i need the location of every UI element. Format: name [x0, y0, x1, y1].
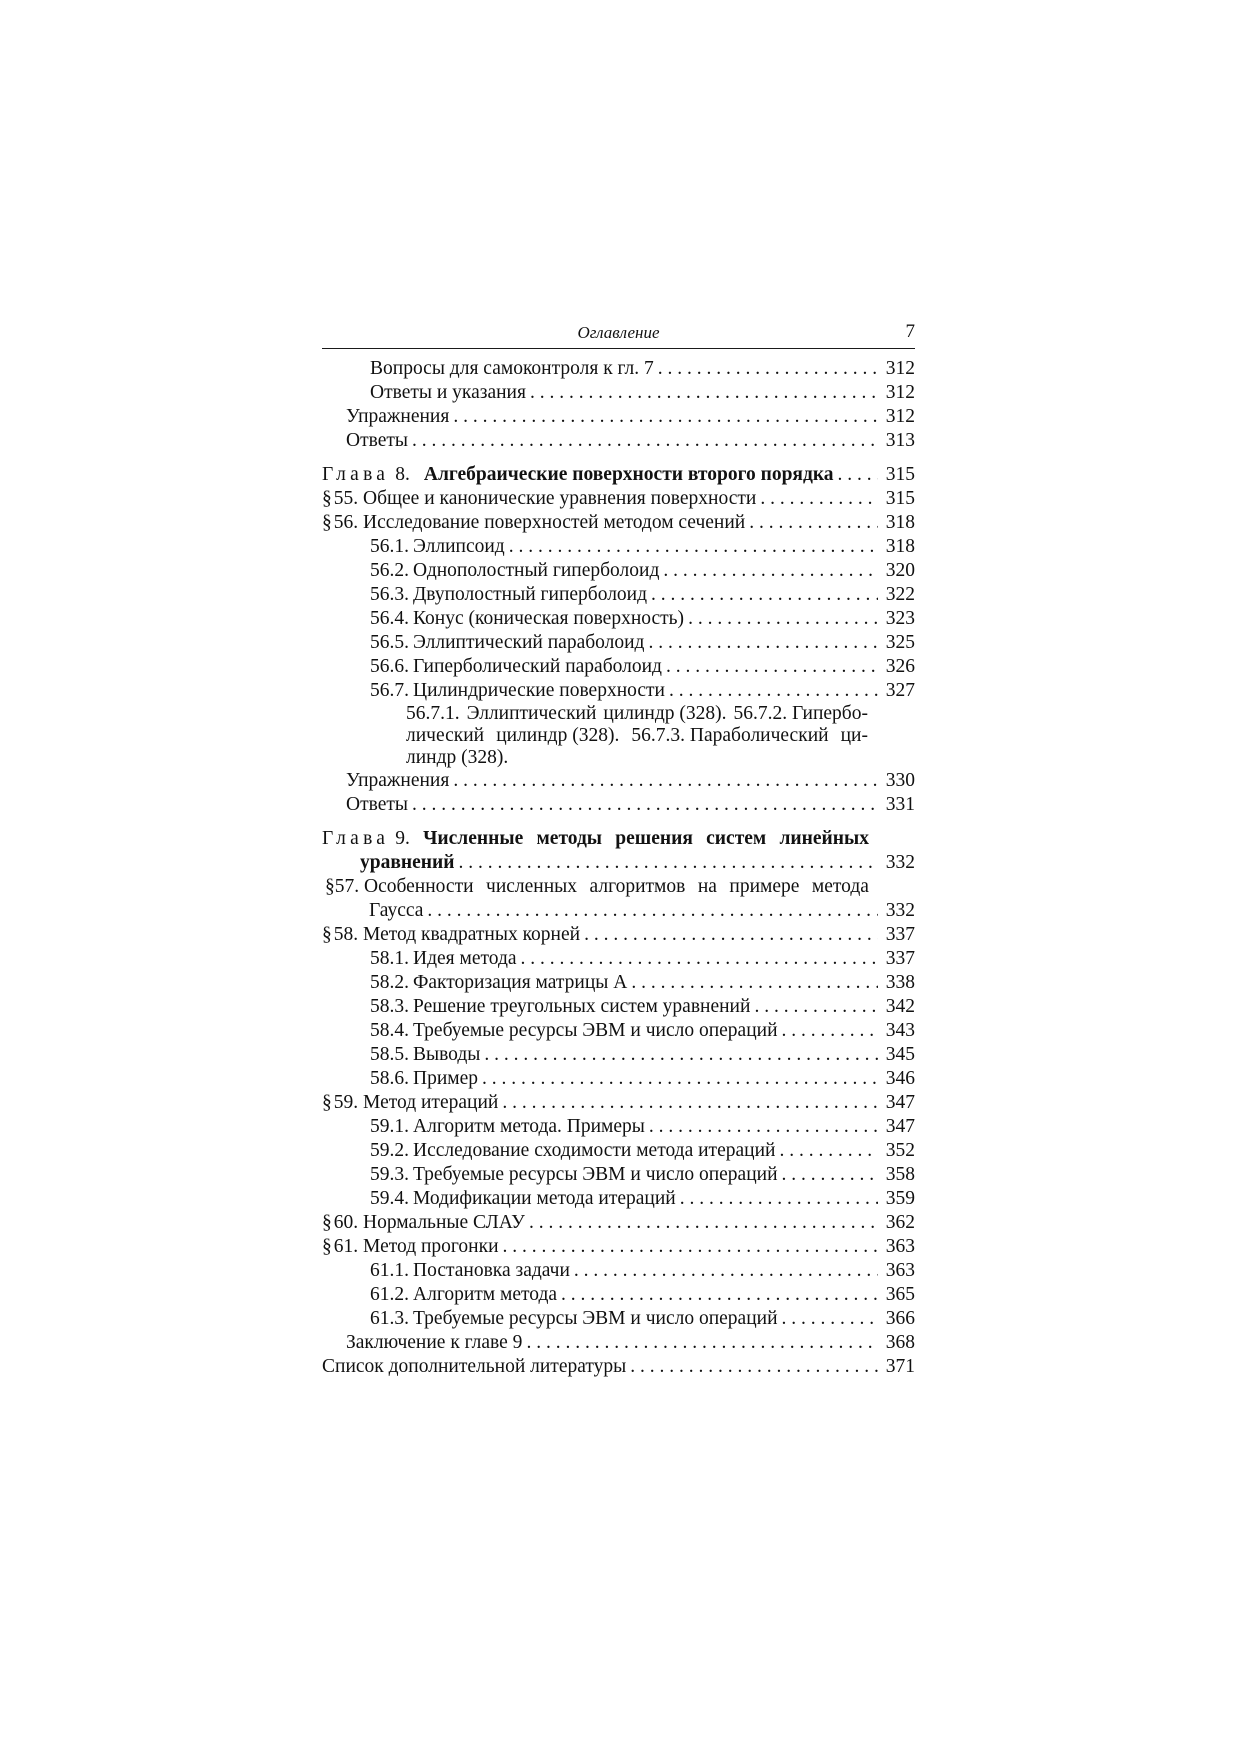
subsection-title: Двуполостный гиперболоид: [413, 584, 648, 605]
dot-leader: [530, 381, 878, 405]
toc-entry-page: 315: [885, 464, 915, 485]
dot-leader: [663, 559, 877, 583]
dot-leader: [453, 769, 877, 793]
subsection-title: Идея метода: [413, 948, 517, 969]
toc-subsection-58-6[interactable]: [322, 1067, 915, 1091]
subitems-word: цилиндр (328).: [496, 725, 620, 746]
subsection-title: Однополостный гиперболоид: [413, 560, 660, 581]
dot-leader: [561, 1283, 878, 1307]
dot-leader: [453, 405, 877, 429]
subsection-title: Требуемые ресурсы ЭВМ и число операций: [413, 1308, 778, 1329]
chapter-title: Алгебраические поверхности второго порядка: [423, 464, 834, 485]
table-of-contents: [322, 357, 915, 1379]
section-symbol: §: [322, 1236, 332, 1257]
chapter-title-word: решения: [615, 828, 693, 849]
toc-entry-page: 318: [885, 536, 915, 557]
subsection-number: 56.5.: [370, 632, 409, 653]
toc-subsection-59-1[interactable]: [322, 1115, 915, 1139]
section-symbol: §: [322, 488, 332, 509]
dot-leader: [458, 851, 877, 875]
subsection-title: Эллипсоид: [413, 536, 505, 557]
toc-entry-page: 363: [885, 1236, 915, 1257]
toc-subsection-56-4[interactable]: [322, 607, 915, 631]
dot-leader: [669, 679, 878, 703]
toc-entry-label: Список дополнительной литературы: [322, 1356, 627, 1377]
subsection-number: 56.4.: [370, 608, 409, 629]
subitems-line: [406, 703, 868, 725]
chapter-prefix: Глава: [322, 828, 390, 849]
toc-subsection-58-1[interactable]: [322, 947, 915, 971]
dot-leader: [509, 535, 878, 559]
section-heading: [322, 1091, 498, 1115]
subsection-heading: [370, 1283, 557, 1307]
subsection-heading: [370, 583, 647, 607]
subitems-word: цилиндр (328).: [603, 703, 727, 724]
toc-subsection-61-1[interactable]: [322, 1259, 915, 1283]
section-title: Метод прогонки: [363, 1236, 499, 1257]
toc-entry-page: 323: [885, 608, 915, 629]
subitems-word: ци-: [840, 725, 868, 746]
section-heading-line1: [322, 875, 915, 899]
subsection-number: 58.5.: [370, 1044, 409, 1065]
subsection-heading: [370, 971, 627, 995]
dot-leader: [649, 1115, 878, 1139]
chapter-title-cont: уравнений: [360, 852, 455, 873]
subsection-title: Требуемые ресурсы ЭВМ и число операций: [413, 1164, 778, 1185]
toc-entry-page: 315: [885, 488, 915, 509]
section-title-word: Особенности: [364, 876, 474, 897]
section-symbol: §: [322, 924, 332, 945]
page-number: 7: [905, 321, 915, 342]
section-heading-line2: [322, 899, 915, 923]
toc-section-61[interactable]: [322, 1235, 915, 1259]
subsection-heading: [370, 1259, 570, 1283]
dot-leader: [782, 1019, 878, 1043]
toc-entry-ch7-answers[interactable]: [322, 429, 915, 453]
toc-entry-page: 313: [885, 430, 915, 451]
subsection-heading: [370, 1043, 480, 1067]
toc-subsection-58-2[interactable]: [322, 971, 915, 995]
dot-leader: [526, 1331, 877, 1355]
toc-entry-page: 347: [885, 1092, 915, 1113]
section-title-word: примере: [729, 876, 800, 897]
dot-leader: [779, 1139, 877, 1163]
subsection-number: 61.3.: [370, 1308, 409, 1329]
subsection-number: 61.1.: [370, 1260, 409, 1281]
running-header: [322, 318, 915, 349]
dot-leader: [482, 1067, 878, 1091]
toc-entry-page: 337: [885, 948, 915, 969]
chapter-heading-line1: [322, 827, 915, 851]
section-title-word: алгоритмов: [589, 876, 686, 897]
toc-entry-page: 359: [885, 1188, 915, 1209]
toc-chapter-8[interactable]: [322, 463, 915, 487]
subsection-number: 59.1.: [370, 1116, 409, 1137]
toc-subsection-58-4[interactable]: [322, 1019, 915, 1043]
toc-entry-page: 312: [885, 406, 915, 427]
section-number: 58.: [333, 924, 359, 945]
chapter-title-word: линейных: [779, 828, 869, 849]
subsection-number: 59.2.: [370, 1140, 409, 1161]
subsection-number: 58.4.: [370, 1020, 409, 1041]
toc-entry-page: 337: [885, 924, 915, 945]
section-title: Метод квадратных корней: [363, 924, 581, 945]
section-number: 61.: [333, 1236, 359, 1257]
subsection-heading: [370, 1139, 775, 1163]
toc-entry-page: 358: [885, 1164, 915, 1185]
dot-leader: [838, 463, 878, 487]
toc-section-58[interactable]: [322, 923, 915, 947]
toc-section-59[interactable]: [322, 1091, 915, 1115]
subsection-heading: [370, 559, 659, 583]
toc-entry-ch7-answers-hints[interactable]: [322, 381, 915, 405]
toc-entry-page: 318: [885, 512, 915, 533]
header-title: Оглавление: [577, 323, 660, 342]
subsection-number: 59.3.: [370, 1164, 409, 1185]
chapter-prefix: Глава: [322, 464, 390, 485]
spacer: [322, 817, 915, 827]
subsection-number: 56.2.: [370, 560, 409, 581]
dot-leader: [529, 1211, 878, 1235]
dot-leader: [688, 607, 878, 631]
dot-leader: [502, 1091, 877, 1115]
subsection-title: Факторизация матрицы A: [413, 972, 628, 993]
subsection-heading: [370, 1187, 676, 1211]
subsection-heading: [370, 1163, 778, 1187]
dot-leader: [484, 1043, 877, 1067]
section-heading: [322, 1235, 499, 1259]
toc-entry-page: 345: [885, 1044, 915, 1065]
dot-leader: [631, 971, 877, 995]
toc-section-55[interactable]: [322, 487, 915, 511]
chapter-number: 8.: [395, 464, 410, 485]
section-title-word: на: [697, 876, 717, 897]
spacer: [322, 453, 915, 463]
toc-entry-ch8-answers[interactable]: [322, 793, 915, 817]
section-number: 55.: [333, 488, 359, 509]
toc-entry-page: 352: [885, 1140, 915, 1161]
section-title-cont: Гаусса: [369, 900, 424, 921]
chapter-heading: [322, 463, 834, 487]
toc-entry-page: 362: [885, 1212, 915, 1233]
subsection-number: 59.4.: [370, 1188, 409, 1209]
dot-leader: [680, 1187, 878, 1211]
subsection-heading: [370, 1307, 778, 1331]
subitems-word: 56.7.2. Гипербо-: [733, 703, 868, 724]
dot-leader: [782, 1163, 878, 1187]
toc-subsection-59-2[interactable]: [322, 1139, 915, 1163]
subsection-title: Решение треугольных систем уравнений: [413, 996, 751, 1017]
toc-entry-page: 312: [885, 358, 915, 379]
dot-leader: [427, 899, 877, 923]
subsection-heading: [370, 995, 750, 1019]
dot-leader: [754, 995, 877, 1019]
subitems-word: Эллиптический: [466, 703, 597, 724]
subsection-number: 56.6.: [370, 656, 409, 677]
dot-leader: [760, 487, 877, 511]
subsection-number: 56.3.: [370, 584, 409, 605]
subitems-word: 56.7.3. Параболический: [631, 725, 829, 746]
dot-leader: [658, 357, 878, 381]
subitems-line: [406, 747, 868, 769]
subsection-heading: [370, 535, 505, 559]
toc-subsection-56-3[interactable]: [322, 583, 915, 607]
dot-leader: [648, 631, 877, 655]
dot-leader: [584, 923, 878, 947]
section-title-word: метода: [811, 876, 869, 897]
toc-entry-page: 325: [885, 632, 915, 653]
toc-entry-ch7-questions[interactable]: [322, 357, 915, 381]
toc-entry-page: 322: [885, 584, 915, 605]
toc-entry-page: 320: [885, 560, 915, 581]
chapter-number: 9.: [395, 828, 410, 849]
chapter-title-word: методы: [536, 828, 603, 849]
toc-section-60[interactable]: [322, 1211, 915, 1235]
toc-entry-label: Ответы: [346, 430, 408, 451]
toc-entry-page: 331: [885, 794, 915, 815]
subsection-number: 61.2.: [370, 1284, 409, 1305]
section-heading: [322, 487, 756, 511]
toc-subsection-56-5[interactable]: [322, 631, 915, 655]
subsection-heading: [370, 947, 517, 971]
subsection-title: Алгоритм метода: [413, 1284, 558, 1305]
subsection-heading: [370, 655, 662, 679]
subsection-number: 58.1.: [370, 948, 409, 969]
toc-entry-label: Ответы: [346, 794, 408, 815]
toc-entry-ch7-exercises[interactable]: [322, 405, 915, 429]
toc-entry-page: 371: [885, 1356, 915, 1377]
toc-entry-page: 347: [885, 1116, 915, 1137]
subsection-title: Эллиптический параболоид: [413, 632, 645, 653]
dot-leader: [574, 1259, 878, 1283]
toc-subitems-56-7: [322, 703, 915, 769]
toc-entry-page: 365: [885, 1284, 915, 1305]
toc-subsection-58-3[interactable]: [322, 995, 915, 1019]
toc-entry-page: 330: [885, 770, 915, 791]
toc-block: [322, 318, 915, 1379]
subsection-title: Постановка задачи: [413, 1260, 570, 1281]
toc-entry-page: 326: [885, 656, 915, 677]
toc-entry-page: 343: [885, 1020, 915, 1041]
toc-entry-label: Заключение к главе 9: [346, 1332, 523, 1353]
section-heading: [322, 1211, 525, 1235]
toc-subsection-56-1[interactable]: [322, 535, 915, 559]
section-number: 60.: [333, 1212, 359, 1233]
subsection-title: Пример: [413, 1068, 479, 1089]
toc-entry-page: 368: [885, 1332, 915, 1353]
section-symbol: §: [322, 512, 332, 533]
subsection-title: Модификации метода итераций: [413, 1188, 676, 1209]
toc-section-57[interactable]: [322, 875, 915, 923]
chapter-heading-line2: [322, 851, 915, 875]
section-heading: [322, 511, 745, 535]
section-heading: [322, 923, 580, 947]
section-title: Общее и канонические уравнения поверхности: [363, 488, 757, 509]
dot-leader: [412, 429, 878, 453]
chapter-title-word: Численные: [423, 828, 524, 849]
section-number: 56.: [333, 512, 359, 533]
section-title: Исследование поверхностей методом сечений: [363, 512, 746, 533]
subsection-title: Выводы: [413, 1044, 481, 1065]
subsection-number: 58.6.: [370, 1068, 409, 1089]
subsection-title: Гиперболический параболоид: [413, 656, 662, 677]
toc-entry-page: 366: [885, 1308, 915, 1329]
toc-entry-ch9-conclusion[interactable]: [322, 1331, 915, 1355]
subsection-number: 56.1.: [370, 536, 409, 557]
dot-leader: [749, 511, 878, 535]
subsection-heading: [370, 607, 684, 631]
toc-entry-bibliography[interactable]: [322, 1355, 915, 1379]
toc-entry-page: 327: [885, 680, 915, 701]
toc-subsection-58-5[interactable]: [322, 1043, 915, 1067]
toc-entry-page: 312: [885, 382, 915, 403]
subsection-number: 58.2.: [370, 972, 409, 993]
dot-leader: [503, 1235, 878, 1259]
subsection-heading: [370, 1115, 645, 1139]
dot-leader: [666, 655, 878, 679]
subsection-title: Цилиндрические поверхности: [413, 680, 665, 701]
toc-entry-page: 346: [885, 1068, 915, 1089]
section-title: Метод итераций: [363, 1092, 499, 1113]
dot-leader: [651, 583, 878, 607]
toc-subsection-56-6[interactable]: [322, 655, 915, 679]
section-title: Нормальные СЛАУ: [363, 1212, 525, 1233]
dot-leader: [521, 947, 878, 971]
toc-subsection-61-2[interactable]: [322, 1283, 915, 1307]
toc-entry-page: 363: [885, 1260, 915, 1281]
subsection-number: 58.3.: [370, 996, 409, 1017]
section-prefix-group: [325, 875, 474, 899]
subitems-word: 56.7.1.: [406, 703, 460, 724]
toc-entry-page: 338: [885, 972, 915, 993]
subsection-title: Требуемые ресурсы ЭВМ и число операций: [413, 1020, 778, 1041]
section-number: 59.: [333, 1092, 359, 1113]
toc-entry-page: 342: [885, 996, 915, 1017]
dot-leader: [782, 1307, 878, 1331]
subsection-title: Исследование сходимости метода итераций: [413, 1140, 776, 1161]
section-symbol: §: [322, 1212, 332, 1233]
subitems-word: линдр (328).: [406, 747, 509, 768]
toc-entry-label: Вопросы для самоконтроля к гл. 7: [370, 358, 654, 379]
toc-entry-label: Ответы и указания: [370, 382, 526, 403]
toc-section-56[interactable]: [322, 511, 915, 535]
subitems-word: лический: [406, 725, 485, 746]
dot-leader: [412, 793, 878, 817]
toc-chapter-9[interactable]: [322, 827, 915, 875]
section-number: 57.: [334, 876, 360, 897]
subsection-heading: [370, 1019, 778, 1043]
dot-leader: [630, 1355, 878, 1379]
toc-entry-page: 332: [885, 900, 915, 921]
chapter-title-word: систем: [706, 828, 767, 849]
toc-entry-label: Упражнения: [346, 770, 450, 791]
subitems-line: [406, 725, 868, 747]
subsection-title: Алгоритм метода. Примеры: [413, 1116, 645, 1137]
toc-entry-label: Упражнения: [346, 406, 450, 427]
subsection-number: 56.7.: [370, 680, 409, 701]
toc-entry-page: 332: [885, 852, 915, 873]
toc-subsection-59-4[interactable]: [322, 1187, 915, 1211]
subsection-title: Конус (коническая поверхность): [413, 608, 685, 629]
subsection-heading: [370, 631, 644, 655]
subsection-heading: [370, 679, 665, 703]
section-symbol: §: [325, 876, 335, 897]
toc-subsection-56-7[interactable]: [322, 679, 915, 703]
section-title-word: численных: [486, 876, 578, 897]
section-symbol: §: [322, 1092, 332, 1113]
toc-subsection-61-3[interactable]: [322, 1307, 915, 1331]
toc-entry-ch8-exercises[interactable]: [322, 769, 915, 793]
chapter-prefix-group: [322, 827, 410, 851]
toc-subsection-59-3[interactable]: [322, 1163, 915, 1187]
toc-subsection-56-2[interactable]: [322, 559, 915, 583]
subsection-heading: [370, 1067, 478, 1091]
